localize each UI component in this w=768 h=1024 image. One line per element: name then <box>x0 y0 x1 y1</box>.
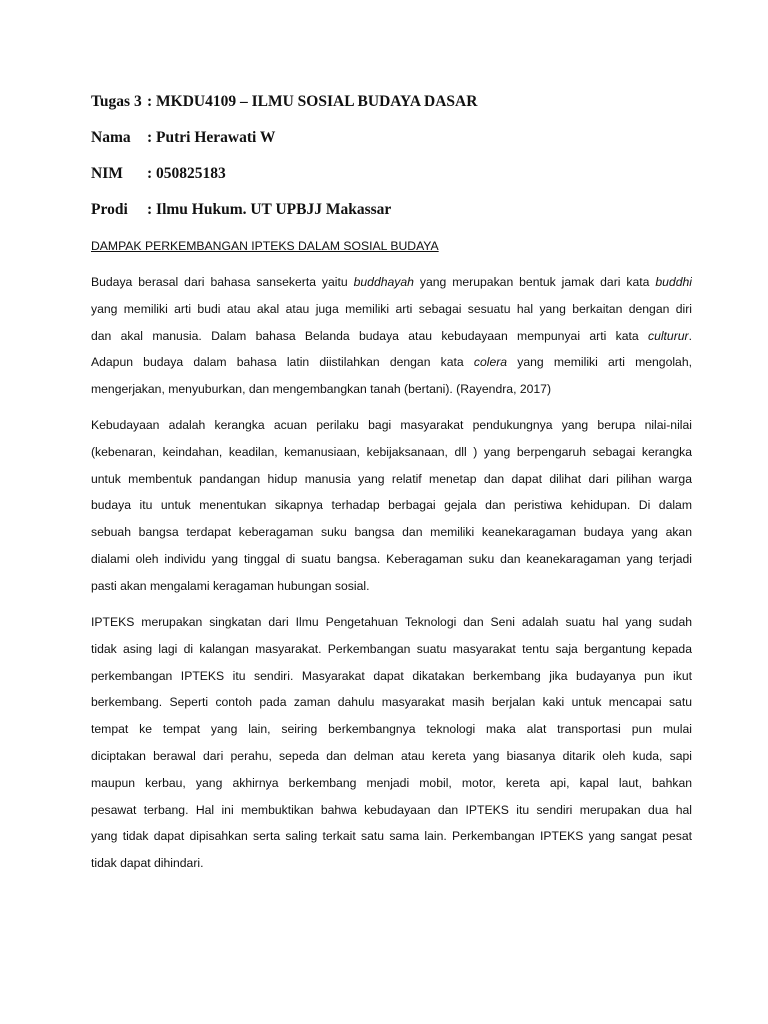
paragraph-line: mengerjakan, menyuburkan, dan mengembangkan tanah (bertani). (Rayendra, 2017) <box>91 382 552 397</box>
paragraph-1 <box>91 269 692 403</box>
paragraph-line: dialami oleh individu yang tinggal di suatu bangsa. Keberagaman suku dan keanekaragaman yang terjadi <box>91 551 692 566</box>
tugas-value: : MKDU4109 – ILMU SOSIAL BUDAYA DASAR <box>147 93 478 110</box>
nim-label: NIM <box>91 165 123 182</box>
nama-value: : Putri Herawati W <box>147 129 276 146</box>
paragraph-line: Budaya berasal dari bahasa sansekerta yaitu buddhayah yang merupakan bentuk jamak dari kata buddhi <box>91 275 692 289</box>
paragraph-line: tempat ke tempat yang lain, seiring berkembangnya teknologi maka alat transportasi pun mulai <box>91 722 692 737</box>
paragraph-line: sebuah bangsa terdapat keberagaman suku bangsa dan memiliki keanekaragaman budaya yang akan <box>91 525 692 540</box>
paragraph-3 <box>91 609 692 877</box>
paragraph-line: tidak asing lagi di kalangan masyarakat. Perkembangan suatu masyarakat tentu saja bergantung kepada <box>91 641 692 656</box>
paragraph-line: tidak dapat dihindari. <box>91 856 204 871</box>
paragraph-line: Adapun budaya dalam bahasa latin diistilahkan dengan kata colera yang memiliki arti mengolah, <box>91 355 692 370</box>
nim-value: : 050825183 <box>147 165 226 182</box>
paragraph-line: pesawat terbang. Hal ini membuktikan bahwa kebudayaan dan IPTEKS itu sendiri merupakan dua hal <box>91 802 692 817</box>
paragraph-line: berkembang. Seperti contoh pada zaman dahulu masyarakat masih berjalan kaki untuk mencapai satu <box>91 695 692 710</box>
header-tugas-line <box>91 92 477 112</box>
header-nama-line <box>91 128 275 148</box>
tugas-label: Tugas 3 <box>91 93 142 110</box>
nama-label: Nama <box>91 129 131 146</box>
paragraph-line: yang memiliki arti budi atau akal atau juga memiliki arti sebagai sesuatu hal yang berkaitan dengan diri <box>91 301 692 316</box>
paragraph-line: diciptakan berawal dari perahu, sepeda dan delman atau kereta yang biasanya ditarik oleh kuda, sapi <box>91 748 692 763</box>
paragraph-line: untuk membentuk pandangan hidup manusia yang relatif menetap dan dapat dilihat dari pilihan warga <box>91 471 692 486</box>
paragraph-2 <box>91 412 692 600</box>
prodi-label: Prodi <box>91 201 128 218</box>
paragraph-line: Kebudayaan adalah kerangka acuan perilaku bagi masyarakat pendukungnya yang berupa nilai-nilai <box>91 418 692 432</box>
paragraph-line: (kebenaran, keindahan, keadilan, kemanusiaan, kebijaksanaan, dll ) yang berpengaruh sebagai kerangka <box>91 444 692 459</box>
header-prodi-line <box>91 200 391 220</box>
paragraph-line: dan akal manusia. Dalam bahasa Belanda budaya atau kebudayaan mempunyai arti kata culturur. <box>91 328 692 343</box>
paragraph-line: maupun kerbau, yang akhirnya berkembang menjadi mobil, motor, kereta api, kapal laut, bahkan <box>91 775 692 790</box>
section-title: DAMPAK PERKEMBANGAN IPTEKS DALAM SOSIAL BUDAYA <box>91 239 439 253</box>
paragraph-line: perkembangan IPTEKS itu sendiri. Masyarakat dapat dikatakan berkembang jika budayanya pun ikut <box>91 668 692 683</box>
header-nim-line <box>91 164 226 184</box>
paragraph-line: yang tidak dapat dipisahkan serta saling terkait satu sama lain. Perkembangan IPTEKS yang sangat pesat <box>91 829 692 844</box>
prodi-value: : Ilmu Hukum. UT UPBJJ Makassar <box>147 201 392 218</box>
paragraph-line: budaya itu untuk menentukan sikapnya terhadap berbagai gejala dan peristiwa kehidupan. Di dalam <box>91 498 692 513</box>
paragraph-line: IPTEKS merupakan singkatan dari Ilmu Pengetahuan Teknologi dan Seni adalah suatu hal yang sudah <box>91 615 692 629</box>
paragraph-line: pasti akan mengalami keragaman hubungan sosial. <box>91 578 370 593</box>
